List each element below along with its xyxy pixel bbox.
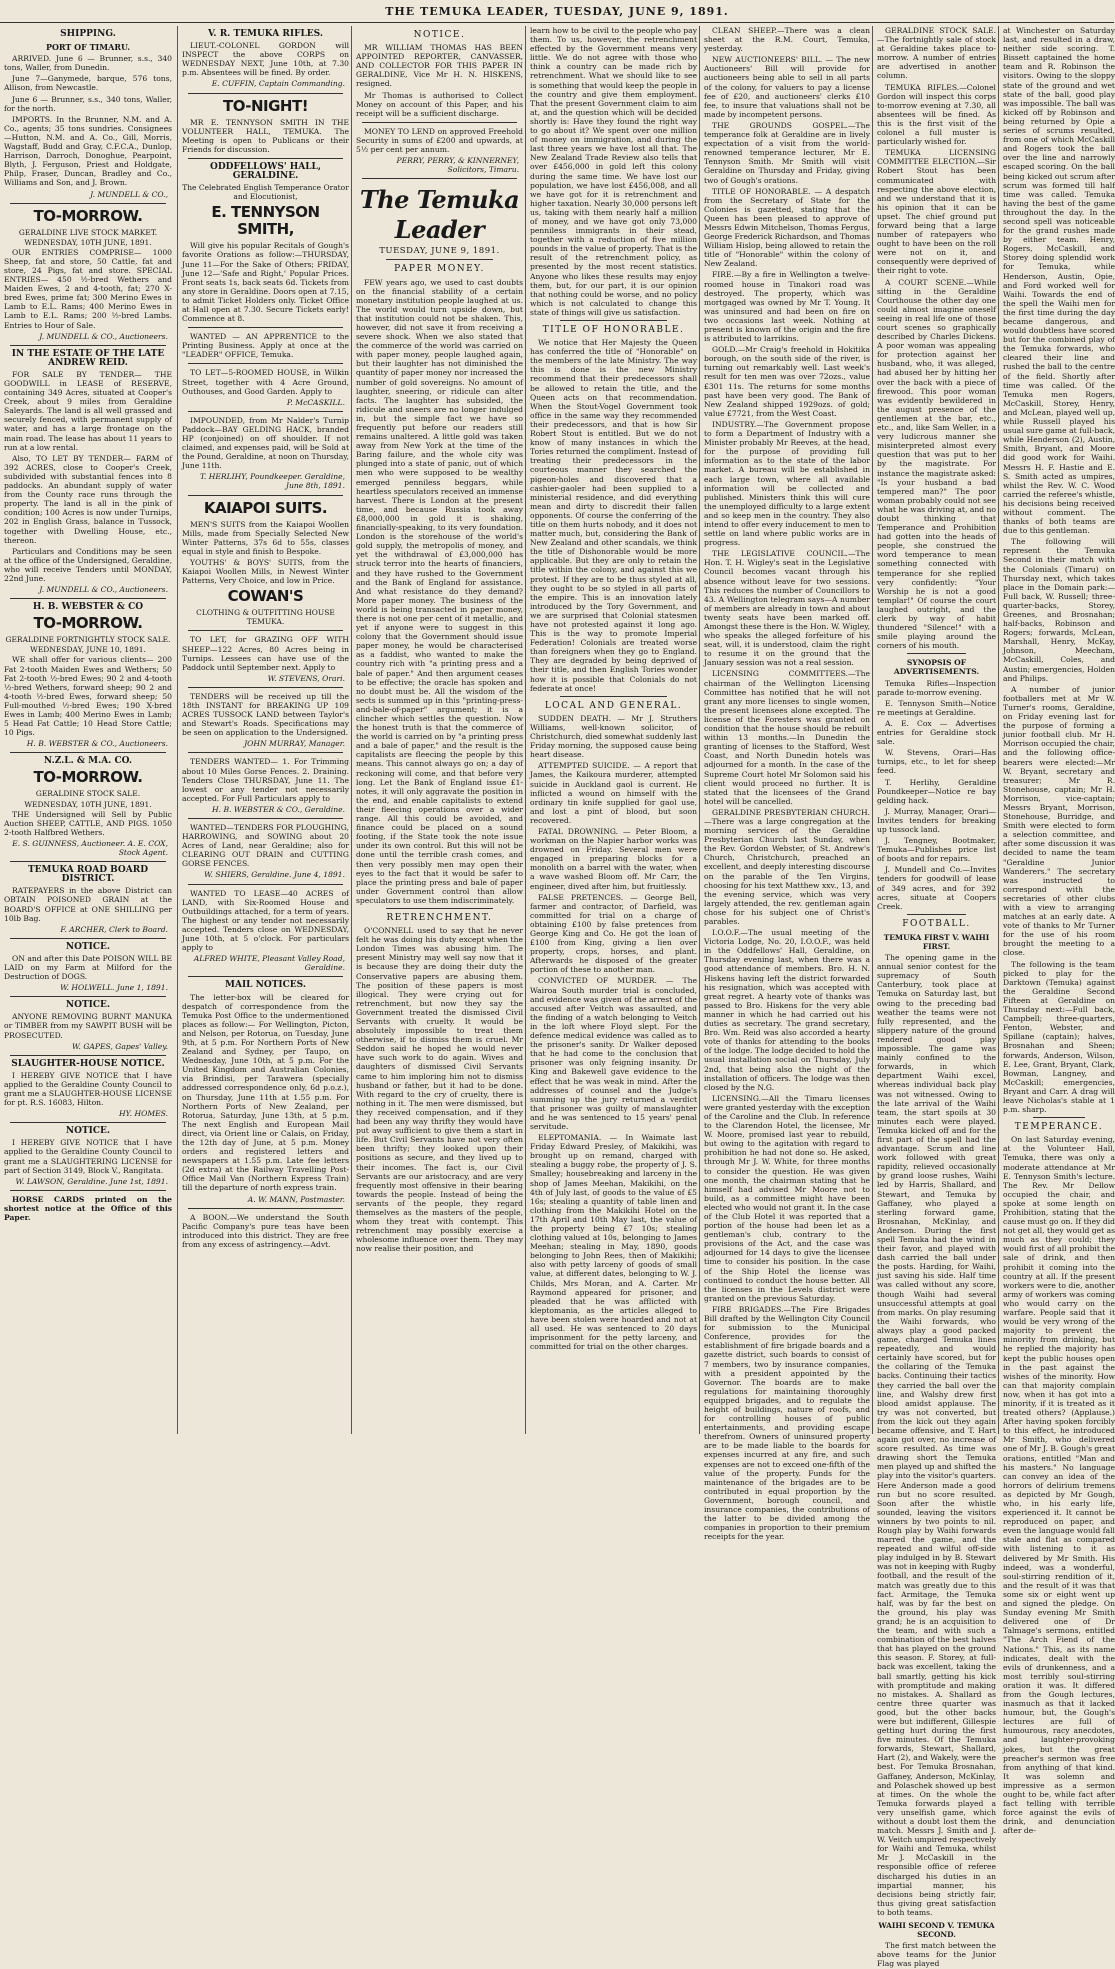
ad-heading: E. TENNYSON SMITH,: [211, 203, 320, 239]
match-heading: TEMUKA FIRST V. WAIHI FIRST.: [883, 932, 990, 951]
signature: H. B. WEBSTER & CO., Auctioneers.: [26, 739, 168, 749]
synopsis-item: J. Mundell and Co.—Invites tenders for goodwill of lease of 349 acres, and for 392 acres, situate at Coopers Creek.: [877, 865, 996, 911]
signature: W. LAWSON, Geraldine. June 1st, 1891.: [15, 1176, 168, 1186]
column-6a: [872, 26, 997, 1969]
temperance-report: On last Saturday evening, at the Volunteer Hall, Temuka, there was only a moderate attendance at Mr E. Tennyson Smith's lecture. The Rev. Mr Dellow occupied the chair, and spoke at some length on Prohibition, stating that the cause must go on. If they did not get all, they would get as much as they could; they would first of all prohibit the sale of drink, and then prohibit it coming into the country at all. If the present workers were to die, another army of workers was coming who would carry on the warfare. People said that it would be very wrong of the majority to prevent the minority from drinking, but he replied the majority has kept the public houses open in the past against the wishes of the minority. How can that majority complain now, when it has got into a minority, if it is treated as it treated others? (Applause.) After having spoken forcibly to this effect, he introduced Mr Smith, who delivered one of Mr J. B. Gough's great orations, entitled "Man and his masters." No language can convey an idea of the horrors of delirium tremens as depicted by Mr Gough, who, in his early life, experienced it. It cannot be reproduced on paper, and even the language would fall stale and flat as compared with listening to it as delivered by Mr Smith. His indeed, was a wonderful, soul-stirring rendition of it, and the result of it was that some six or eight went up and signed the pledge. On Sunday evening Mr Smith delivered one of Dr Talmage's sermons, entitled "The Arch Fiend of the Nations." This, as its name indicates, dealt with the evils of drunkenness, and a most terribly soul-stirring oration it was. It differed from the Gough lectures, inasmuch as that it lacked humour, but, the Gough's lectures are full of humourous, racy anecdotes, and laughter-provoking jokes, but the great preacher's sermon was free from anything of that kind. It was solemn and impressive as a sermon ought to be, while fact after fact telling with terrible force against the evils of drink, and denunciation after de-: [1003, 1135, 1115, 1836]
reporter-notice: MR WILLIAM THOMAS HAS BEEN APPOINTED REPORTER, CANVASSER, AND COLLECTOR FOR THIS PAPER IN GERALDINE, Vice Mr H. N. HISKENS, resigned.: [356, 43, 523, 89]
apprentice-ad: WANTED — AN APPRENTICE to the Printing Business. Apply at once at the "LEADER" OFFICE, Temuka.: [182, 332, 349, 360]
rifles-heading: V. R. TEMUKA RIFLES.: [208, 29, 323, 39]
local-item: SUDDEN DEATH. — Mr J. Struthers Williams, well-known solicitor, of Christchurch, died somewhat suddenly last Friday morning, the supposed cause being heart disease.: [530, 713, 697, 760]
local-item: CLEAN SHEEP.—There was a clean sheet at the R.M. Court, Temuka, yesterday.: [704, 26, 870, 54]
money-to-lend: MONEY TO LEND on approved Freehold Security in sums of £200 and upwards, at 5½ per cent per annum.: [356, 126, 523, 155]
article-retrenchment: O'CONNELL used to say that he never felt he was doing his duty except when the London Times was abusing him. The present Ministry may well say now that it is because they are doing their duty the Conservative papers are abusing them. The position of these papers is most illogical. They were crying out for retrenchment, but now they say the Government treated the dismissed Civil Servants with cruelty. It would be absolutely impossible to treat them otherwise, if to dismiss them is cruel. Mr Seddon said he hoped he would never have such work to do again. Wives and daughters of dismissed Civil Servants came to him imploring him not to dismiss husband or father, but it had to be done. With regard to the cry of cruelty, there is nothing in it. The men were dismissed, but they received compensation, and if they had been any way thrifty they would have put away sufficient to give them a start in life. But Civil Servants have not very often been thrifty; they looked upon their positions as secure, and they lived up to their incomes. The fact is, our Civil Servants are our aristocracy, and are very frequently most offensive in their bearing towards the people. Instead of being the servants of the people, they regard themselves as the masters of the people, whom they treat with contempt. This retrenchment may possibly exercise a wholesome influence over them. They may now realise their position, and: [356, 926, 523, 1254]
synopsis-item: J. Tengney, Bootmaker, Temuka—Publishes price list of boots and for repairs.: [877, 836, 996, 864]
rifles-text: LIEUT.-COLONEL GORDON will INSPECT the above CORPS on WEDNESDAY NEXT, June 10th, at 7.30 p.m. Absentees will be fined. By order.: [182, 41, 349, 78]
synopsis-item: J. Murray, Manager, Orari—Invites tenders for breaking up tussock land.: [877, 806, 996, 834]
mens-suits: MEN'S SUITS from the Kaiapoi Woollen Mills, made from Specially Selected New Winter Patterns, 37s 6d to 55s, classes equal in style and finish to Bespoke.: [182, 519, 349, 556]
local-item: FATAL DROWNING. — Peter Bloom, a workman on the Napier harbor works was drowned on Friday. Several men were engaged in preparing blocks for a monolith on a barrel with the water, when a wave washed Bloom off. Mr Carr, the engineer, dived after him, but fruitlessly.: [530, 826, 697, 891]
signature: J. MUNDELL & CO.,: [90, 189, 168, 199]
slaughter-heading: SLAUGHTER-HOUSE NOTICE.: [11, 1058, 165, 1069]
slaughter-text: I HEREBY GIVE NOTICE that I have applied to the Geraldine County Council to grant me a SLAUGHTER-HOUSE LICENSE for pt. R.S. 16083, Hilton.: [4, 1070, 172, 1108]
oddfellows-heading: ODDFELLOWS' HALL, GERALDINE.: [210, 161, 321, 182]
signature: PERRY, PERRY, & KINNERNEY, Solicitors, Timaru.: [396, 156, 519, 175]
temperance-heading: TEMPERANCE.: [1014, 1122, 1104, 1133]
signature: ALFRED WHITE, Pleasant Valley Road, Geraldine.: [193, 954, 345, 973]
column-5: [699, 26, 870, 1542]
estate-heading: IN THE ESTATE OF THE LATE ANDREW REID.: [11, 348, 165, 368]
junior-club: A number of junior footballers met at Mr W. Turner's rooms, Geraldine, on Friday evening last for the purpose of forming a junior football club. Mr H. Morrison occupied the chair, and the following office-bearers were elected:—Mr W. Bryant, secretary and treasurer; Mr R. Stonehouse, captain; Mr H. Morrison, vice-captain; Messrs Bryant, Morrison, Stonehouse, Burridge, and Smith were elected to form a selection committee, and after some discussion it was decided to name the team "Geraldine Junior Wanderers." The secretary was instructed to correspond with the secretaries of other clubs with a view to arranging matches at an early date. A vote of thanks to Mr Turner for the use of his room brought the meeting to a close.: [1003, 684, 1115, 958]
signature: A. W. MANN, Postmaster.: [247, 1194, 345, 1204]
signature: T. HERLIHY, Poundkeeper. Geraldine, June 8th, 1891.: [199, 472, 345, 491]
ad-date: WEDNESDAY, 10TH JUNE, 1891.: [24, 799, 152, 809]
arrival-1: ARRIVED. June 6 — Brunner, s.s., 340 tons, Waller, from Dunedin.: [4, 54, 172, 73]
article-heading: TITLE OF HONORABLE.: [542, 325, 685, 335]
signature: HY. HOMES.: [119, 1109, 168, 1119]
notice-heading: NOTICE.: [65, 1000, 111, 1011]
local-item: LICENSING.—All the Timaru licenses were granted yesterday with the exception of the Caroline and the Club. In reference to the Clarendon Hotel, the licensee, Mr W. Moore, promised last year to rebuild, but owing to the agitation with regard to prohibition he had not done so. He asked, through Mr J. W. White, for three months to consider the question. He was given one month, the chairman stating that he himself had advised Mr Moore not to build, as a committee might have been elected who would not grant it. In the case of the Club Hotel it was reported that a portion of the house had been let as a gentleman's club, contrary to the provisions of the Act, and the case was adjourned for 14 days to give the licensee time to consider his position. In the case of the Ship Hotel the license was continued to conduct the house better. All the licenses in the Levels district were granted on the previous Saturday.: [704, 1093, 870, 1303]
nzl-heading: N.Z.L. & M.A. CO.: [43, 756, 133, 767]
local-item: THE LEGISLATIVE COUNCIL.—The Hon. T. H. Wigley's seat in the Legislative Council becomes vacant through his absence without leave for two sessions. This reduces the number of Councillors to 43. A Wellington telegram says—A number of members are already in town and about twenty seats have been marked off. Amongst these there is the Hon. W. Wigley, who speaks the alleged forfeiture of his seat, will, it is understood, claim the right to resume it on the ground that the January session was not a real session.: [704, 549, 870, 668]
youths-suits: YOUTHS' & BOYS' SUITS, from the Kaiapoi Woollen Mills, in Newest Winter Patterns, Very Choice, and low in Price.: [182, 557, 349, 586]
signature: E. CUFFIN, Captain Commanding.: [211, 79, 345, 89]
signature: JOHN MURRAY, Manager.: [244, 739, 345, 749]
local-item: THE GROUNDS GOSPEL.—The temperance folk at Geraldine are in lively expectation of a visit from the world-renowned temperance lecturer, Mr E. Tennyson Smith. Mr Smith will visit Geraldine on Thursday and Friday, giving two of Gough's orations.: [704, 120, 870, 185]
local-item: FIRE BRIGADES.—The Fire Brigades Bill drafted by the Wellington City Council for submission to the Municipal Conference, provides for the establishment of fire brigade boards and a gazette district, such boards to consist of 7 members, two by insurance companies, with a president appointed by the Governor. The boards are to make regulations for maintaining thoroughly equipped brigades, and to regulate the height of buildings, nature of roofs, and for controlling houses of public entertainments, and providing escape therefrom. Owners of uninsured property are to be made liable to the boards for expenses incurred at any fire, and such expenses are not to exceed one-fifth of the value of the property. Funds for the maintenance of the brigades are to be contributed in equal proportion by the Government, borough council, and insurance companies, the contributions of the latter to be divided among the companies in proportion to their premium receipts for the year.: [704, 1304, 870, 1542]
ad-heading: KAIAPOI SUITS.: [203, 498, 328, 517]
estate-let: Also, TO LET BY TENDER— FARM of 392 ACRES, close to Cooper's Creek, subdivided with substantial fences into 8 paddocks. An abundant supply of water from the County race runs through the property. The land is all in the pink of condition; 100 Acres is now under Turnips, 202 in English Grass, balance in Tussock, together with Dwelling House, etc., thereon.: [4, 453, 172, 545]
article-retrenchment-cont: learn how to be civil to the people who pay them. To us, however, the retrenchment effected by the Government means very little. We do not agree with those who think a country can be made rich by retrenchment. What we should like to see is something that would keep the people in the country and give them employment. That the present Government claim to aim at, and the question which will be decided shortly is: Have they found the right way to go about it? We spent over one million of money on immigration, and during the last three years we have lost all that. The New Zealand Trade Review also tells that over £456,000 in gold left this colony during the same time. We have lost our population, we have lost £456,008, and all we have got for it is retrenchment and higher taxation. Nearly 30,000 persons left us, taking with them nearly half a million of money, and we have got only 73,000 penniless immigrants in their stead, together with a reduction of five million pounds in the value of property. That is the result of the retrenchment policy, as presented by the most recent statistics. Anyone who likes these results may enjoy them, but, for our part, it is our opinion that nothing could be worse, and no policy which is not calculated to change this state of things will give us satisfaction.: [530, 26, 697, 317]
synopsis-item: A. E. Cox — Advertises entries for Geraldine stock sale.: [877, 718, 996, 747]
lease-wanted: WANTED TO LEASE—40 ACRES of LAND, with Six-Roomed House and Outbuildings attached, for a term of years. The highest or any tender not necessarily accepted. Tenders close on WEDNESDAY, June 10th, at 5 o'clock. For particulars apply to: [182, 888, 349, 953]
match-report: The first match between the above teams for the Junior Flag was played: [877, 1941, 996, 1969]
shipping-heading: SHIPPING.: [60, 29, 116, 39]
column-3: [351, 26, 523, 1434]
ad-heading: TO-MORROW.: [33, 768, 143, 787]
notice-heading: NOTICE.: [65, 1126, 111, 1137]
masthead-title: THE TEMUKA LEADER, TUESDAY, JUNE 9, 1891.: [385, 5, 729, 18]
ad-date: WEDNESDAY, JUNE 10, 1891.: [30, 645, 146, 655]
port-heading: PORT OF TIMARU.: [45, 42, 131, 53]
mail-text: The letter-box will be cleared for despatch of correspondence from the Temuka Post Office to the undermentioned places as follow:— For Wellington, Picton, and Nelson, per Rotorua, on Tuesday, June 9th, at 5 p.m. For Northern Ports of New Zealand and Sydney, per Taupo, on Wednesday, June 10th, at 5 p.m. For the United Kingdom and Australian Colonies, via Brindisi, per Tarawera (specially addressed correspondence only, 6d p.o.z.), on Thursday, June 11th at 1.55 p.m. For Northern Ports of New Zealand, per Rotorua, Saturday, June 13th, at 5 p.m. The next English and European Mail direct, via Orient line or Calais, on Friday, the 12th day of June, at 5 p.m. Money orders and registered letters and newspapers at 1.55 p.m. Late fee letters (2d extra) at the Railway Travelling Post-Office Mail Van (Northern Express Train) till the departure of north express train.: [182, 992, 349, 1193]
signature: E. S. GUINNESS, Auctioneer. A. E. COX, Stock Agent.: [12, 838, 168, 858]
local-item: ATTEMPTED SUICIDE. — A report that James, the Kaikoura murderer, attempted suicide in Auckland gaol is current. He inflicted a wound on himself with the ordinary tin knife supplied for gaol use, and lost a pint of blood, but soon recovered.: [530, 761, 697, 825]
signature: H. B. WEBSTER & CO., Geraldine.: [212, 804, 345, 814]
departure-1: June 6 — Brunner, s.s., 340 tons, Waller, for the north.: [4, 94, 172, 113]
webster-heading: H. B. WEBSTER & CO: [32, 602, 144, 613]
synopsis-heading: SYNOPSIS OF ADVERTISEMENTS.: [893, 658, 980, 677]
impounded-text: IMPOUNDED, from Mr Nalder's Turnip Paddock—BAY GELDING HACK, branded HP (conjoined) on off shoulder. If not claimed, and expenses paid, will be Sold at the Pound, Geraldine, at noon on Thursday, June 11th.: [182, 415, 350, 471]
mail-heading: MAIL NOTICES.: [225, 980, 306, 991]
boon-ad: A BOON.—We understand the South Pacific Company's pure teas have been introduced into this district. They are free from any excess of astringency.—Advt.: [182, 1212, 349, 1249]
nzl-sale: THE Undersigned will Sell by Public Auction SHEEP, CATTLE, AND PIGS. 1050 2-tooth Halfbred Wethers.: [4, 809, 172, 837]
article-heading: PAPER MONEY.: [394, 264, 485, 275]
local-item: TEMUKA LICENSING COMMITTEE ELECTION.—Sir Robert Stout has been communicated with respecting the above election, and we understand that it is his opinion that it can be upset. The chief ground put forward being that a large number of ratepayers who ought to have been on the roll were not on it, and consequently were deprived of their right to vote.: [877, 148, 996, 276]
article-paper-money: FEW years ago, we used to cast doubts on the financial stability of a certain monetary institution people laughed at us. The world would turn upside down, but that institution could not be shaken. This, however, did not save it from receiving a severe shock. When we also stated that the commerce of the world was carried on with paper money, people laughed again, but their laughter has not diminished the quantity of paper money nor increased the number of gold sovereigns. No amount of laughter, sneering, or ridicule can alter facts. The laughter has subsided, the ridicule and sneers are no longer indulged in, but the simple fact we have so frequently put before our readers still remains unaltered. A little gold was taken away from New York at the time of the Baring failure, and the whole city was plunged into a state of panic, out of which men who were supposed to be wealthy emerged penniless beggars, while heartless speculators received an immense harvest. There is London at the present time, and because Russia took away £8,000,000 in gold it is shaking, financially-speaking, to its very foundation. London is the storehouse of the world's gold supply, the metropolis of money, and yet the withdrawal of £3,000,000 has struck terror into the hearts of financiers, and they have rushed to the Government and the Bank of England for assistance. And what resistance do they demand? More paper money. The business of the world is being transacted in paper money, there is not one per cent of it metallic, and yet if anyone were to suggest in this colony that the Government should issue paper money, he would be characterised as a faddist, who wanted to make the country rich with "a printing press and a bale of paper." And then argument ceases to be effective; the oracle has spoken and no doubt must be. All the wisdom of the sects is summed up in this "printing-press-and-bale-of-paper" argument; it is a clincher which settles the question. Now the honest truth is that the commerce of the world is carried on by "a printing press and a bale of paper," and the result is the capitalists are fleecing the people by this means. This cannot always go on; a day of reckoning will come, and that before very long. Let the Bank of England issue £1-notes, it will only aggravate the position in the end, and enable capitalists to extend their fleecing operations over a wider range. All this could be avoided, and finance could be placed on a sound footing, if the State took the note issue under its own control. But this will not be done until the terrible crash comes, and then very possibly men may open their eyes to the fact that it would be safer to place the printing press and bale of paper under Government control than allow speculators to use them indiscriminately.: [356, 277, 523, 905]
local-item: NEW AUCTIONEERS' BILL. — The new Auctioneers' Bill will provide for auctioneers being able to sell in all parts of the colony, for valuers to pay a license fee of £20, and auctioneers' clerks £10 fee, to insure that valuations shall not be made by incompetent persons.: [704, 55, 870, 119]
local-item: I.O.O.F.—The usual meeting of the Victoria Lodge, No. 20, I.O.O.F., was held in the Oddfellows' Hall, Geraldine, on Thursday evening last, when there was a good attendance of members. Bro. H. N. Hiskens having left the district forwarded his resignation, which was accepted with great regret. A hearty vote of thanks was passed to Bro. Hiskens for the very able manner in which he had carried out his duties as secretary. The grand secretary, Bro. Wm. Reid was also accorded a hearty vote of thanks for attending to the books of the lodge. The lodge decided to hold the usual installation social on Thursday, July 2nd, that being also the night of the installation of officers. The lodge was then closed by the N.G.: [704, 928, 870, 1092]
notice-poison: ON and after this Date POISON WILL BE LAID on my Farm at Milford for the Destruction of DOGS.: [4, 953, 172, 982]
signature: J. MUNDELL & CO., Auctioneers.: [39, 585, 168, 595]
match-report: The opening game in the annual senior contest for the supremacy of South Canterbury, took place at Temuka on Saturday last, but owing to the preceding bad weather the teams were not fully represented, and the slippery nature of the ground rendered good play impossible. The game was mainly confined to the forwards, in which department Waihi excel, whereas individual back play was not witnessed. Owing to the late arrival of the Waihi team, the start spoils at 30 minutes each were played. Temuka kicked off and for the first part of the spell had the advantage. Scrum and line work followed with great rapidity, relieved occasionally by grand loose rushes, Waihi led by Harris, Shallard, and Stewart, and Temuka by Gaffaney, who played a sterling forward game, Brosnahan, McKinlay, and Anderson. During the first spell Temuka had the wind in their favor, and played with dash carried the ball under the posts. Harding, for Waihi, just saving his side. Half time was called without any score, though Waihi had several unsuccessful attempts at goal from marks. On play resuming the Waihi forwards, who always play a good packed game, charged Temuka lines repeatedly, and would certainly have scored, but for the collaring of the Temuka backs. Continuing their tactics they carried the ball over the line, and Walshy drew first blood amidst applause. The try was not converted, but from the kick out they again became offensive, and T. Hart again got over, no increase of score resulted. As time was drawing short the Temuka men played up and shifted the play into the visitor's quarters. Here Anderson made a good run but no score resulted. Soon after the whistle sounded, leaving the visitors winners by two points to nil. Rough play by Waihi forwards marred the game, and the repeated and wilful off-side play indulged in by B. Stewart was not in keeping with Rugby football, and the result of the match was greatly due to this fact. Armitage, the Temuka half, was by far the best on the ground, his play was grand; he is an acquisition to the team, and with such a combination of the best halves that has played on the ground this season. F. Storey, at full-back was excellent, taking the ball smartly, getting his kick with promptitude and making no mistakes. A. Shallard as centre three quarter was good, but the other backs were but indifferent, Gillespie getting hurt during the first five minutes. Of the Temuka forwards, Stewart, Shallard, Hart (2), and Wakely, were the best. For Temuka Brosnahan, Gaffaney, Anderson, McKinlay, and Polaschek showed up best at times. On the whole the Temuka forwards played a very unselfish game, which without a doubt lost them the match. Messrs J. Smith and J. W. Veitch umpired respectively for Waihi and Temuka, whilst Mr J. McCaskill in the responsible office of referee discharged his duties in an impartial manner, his decisions being strictly fair, thus giving great satisfaction to both teams.: [877, 953, 997, 1917]
signature: W. HOLWELL. June 1, 1891.: [60, 983, 168, 993]
local-item: TITLE OF HONORABLE. — A despatch from the Secretary of State for the Colonies is gazetted, stating that the Queen has been pleased to approve of Messrs Edwin Mitchelson, Thomas Fergus, George Frederick Richardson, and Thomas William Hislop, being allowed to retain the title of "Honorable" within the colony of New Zealand.: [704, 186, 870, 269]
synopsis-item: W. Stevens, Orari—Has turnips, etc., to let for sheep feed.: [877, 748, 996, 776]
local-item: A COURT SCENE.—While sitting in the Geraldine Courthouse the other day one could almost imagine oneself seeing in real life one of those court scenes so graphically described by Charles Dickens. A poor woman was appealing for protection against her husband, who, it was alleged, had abused her by hitting her over the back with a piece of firewood. This poor woman was evidently bewildered in the august presence of the gentlemen at the bar, etc., etc., and, like Sam Weller, in a very ludicrous manner she misinterpreted almost every question that was put to her by the magistrate. For instance the magistrate asked: "Is your husband a bad tempered man?" The poor woman probably could not see what he was driving at, and no doubt thinking that Temperance and Prohibition had gotten into the heads of people, she construed the word temperance to mean something connected with temperance for she replied very confidently: "Your Worship he is not a good templar!" Of course the court laughed outright, and the clerk by way of habit thundered "Silence!" with a smile playing around the corners of his mouth.: [877, 277, 996, 651]
road-board-heading: TEMUKA ROAD BOARD DISTRICT.: [27, 865, 149, 885]
tenders-tussock: TENDERS will be received up till the 18th INSTANT for BREAKING UP 109 ACRES TUSSOCK LAND between Taylor's and Stewart's Roads. Specifications may be seen on application to the Undersigned.: [182, 691, 349, 738]
team-list: The following is the team picked to play for the Darktown (Temuka) against the Geraldine Second Fifteen at Geraldine on Thursday next:—Full back, Campbell; three-quarters, Fenton, Webster, and Spillane (captain); halves, Brosnahan and Sheen; forwards, Anderson, Wilson, E. Lee, Grant, Bryant, Clark, Bowman, Langney, and McCaskill; emergencies, Bryant and Carr. A drag will leave Nicholas's stable at 1 p.m. sharp.: [1003, 959, 1115, 1115]
ploughing-tenders: WANTED—TENDERS FOR PLOUGHING, HARROWING, and SOWING about 20 Acres of Land, near Geraldine; also for CLEARING OUT DRAIN and CUTTING GORSE FENCES.: [182, 823, 350, 869]
grazing-to-let: TO LET, for GRAZING OFF WITH SHEEP—122 Acres, 80 Acres being in Turnips. Lessees can have use of the Paddock until September next. Apply to: [182, 635, 349, 672]
webster-list: WE shall offer for various clients— 200 Fat 2-tooth Maiden Ewes and Wethers; 50 Fat 2-tooth ½-bred Ewes; 90 2 and 4-tooth ½-bred Wethers, forward sheep; 90 2 and 4-tooth ½-bred Ewes, forward sheep; 50 Full-mouthed ½-bred Ewes; 190 X-bred Ewes in Lamb; 400 Merino Ewes in Lamb; 5 Head Fat Cattle; 10 Head Store Cattle; 10 Pigs.: [4, 655, 172, 738]
local-item: ELEPTOMANIA. — In Waimate last Friday Edward Presley, of Makikihi, was brought up on remand, charged with stealing a buggy robe, the property of J. S. Smalley; housebreaking and larceny in the shop of James Meehan, Makikihi, on the 4th of July last, of goods to the value of £5 16s; stealing a quantity of table linen and clothing from the Makikihi Hotel on the 17th April and 10th May last, the value of the property being £7 10s; stealing clothing valued at 10s, belonging to James Meehan; stealing in May, 1890, goods belonging to John Rees, then of Makikihi; also with petty larceny of goods of small value, at different dates, belonging to W. J. Childs, Mrs Moran, and A. Carter. Mr Raymond appeared for prisoner, and pleaded that he was afflicted with kleptomania, as the articles alleged to have been stolen were hoarded and not at all used. He was sentenced to 20 days imprisonment for the petty larceny, and committed for trial on the other charges.: [530, 1133, 697, 1352]
column-4: [525, 26, 697, 1434]
estate-sale: FOR SALE BY TENDER— THE GOODWILL in LEASE of RESERVE, containing 349 Acres, situated at Cooper's Creek, about 9 miles from Geraldine Saleyards. The land is all well grassed and securely fenced, with permanent supply of water, and has a large frontage on the main road. The lease has about 11 years to run at a low rental.: [4, 369, 172, 452]
signature: W. GAPES, Gapes' Valley.: [72, 1041, 168, 1051]
team-list: The following will represent the Temuka Second in their match with the Colonials (Timaru) on Thursday next, which takes place in the Domain park:—Full back, W. Russell; three-quarter-backs, Storey, Greenes, and Brosnahan; half-backs, Robinson and Rogers; forwards, McLean, Marshall, Henry, McKay, Johnson, Meecham, McCaskill, Coles, and Austin; emergencies, Holden and Philips.: [1003, 537, 1115, 683]
column-6b: [998, 26, 1115, 1836]
ad-subheading: GERALDINE STOCK SALE.: [35, 789, 141, 799]
article-heading: RETRENCHMENT.: [386, 912, 493, 923]
ad-heading: COWAN'S: [227, 587, 304, 606]
signature: F. ARCHER, Clerk to Board.: [60, 924, 168, 934]
notice-heading: NOTICE.: [413, 30, 466, 40]
signature: P. McCASKILL.: [286, 397, 345, 407]
local-item: GERALDINE PRESBYTERIAN CHURCH.—There was a large congregation at the morning services of the Geraldine Presbyterian Church last Sunday, when the Rev. Gordon Webster, of St. Andrew's Church, Christchurch, preached an excellent, and deeply interesting discourse on the parable of the Ten Virgins, choosing for his text Matthew xxv., 13, and the evening service, which was very largely attended, the rev. gentleman again chose for his subject one of Christ's parables.: [704, 807, 870, 926]
signature: J. MUNDELL & CO., Auctioneers.: [39, 331, 168, 341]
house-to-let: TO LET—5-ROOMED HOUSE, in Wilkin Street, together with 4 Acre Ground, Outhouses, and Good Garden. Apply to: [182, 368, 349, 396]
horse-cards-ad: HORSE CARDS printed on the shortest notice at the Office of this Paper.: [4, 1194, 172, 1223]
signature: W. STEVENS, Orari.: [267, 673, 345, 683]
match-heading: WAIHI SECOND V. TEMUKA SECOND.: [878, 1921, 995, 1940]
notice-manuka: ANYONE REMOVING BURNT MANUKA or TIMBER from my SAWPIT BUSH will be PROSECUTED.: [4, 1012, 172, 1040]
local-item: INDUSTRY.—The Government propose to form a Department of Industry with a Minister probably Mr Reeves, at the head, for the purpose of providing full information as to the state of the labor market. A bureau will be established in each large town, where all available information will be collected and published. Ministers think this will cure the unemployed difficulty to a large extent and so keep men in the country. They also intend to offer every inducement to men to settle on land where public works are in progress.: [704, 419, 870, 548]
ad-heading: TO-MORROW.: [33, 206, 143, 225]
ad-subheading: GERALDINE FORTNIGHTLY STOCK SALE.: [5, 635, 171, 645]
synopsis-item: E. Tennyson Smith—Notice re meetings at Geraldine.: [877, 698, 996, 717]
newspaper-date: TUESDAY, JUNE 9, 1891.: [379, 246, 500, 257]
newspaper-title: The Temuka Leader: [359, 185, 520, 245]
entries: OUR ENTRIES COMPRISE— 1000 Sheep, fat and store, 50 Cattle, fat and store, 24 Pigs, fat and store. SPECIAL ENTRIES— 450 ½-bred Wethers and Maiden Ewes, 2 and 4-tooth, fat; 270 X-bred Ewes, prime fat; 300 Merino Ewes in Lamb to E.L. Rams; 400 Merino Ewes in Lamb to E.L. Rams; 200 ½-bred Lambs. Entries to Hour of Sale.: [4, 247, 172, 330]
estate-particulars: Particulars and Conditions may be seen at the office of the Undersigned, Geraldine, who will receive Tenders until MONDAY, 22nd June.: [4, 546, 172, 583]
local-item: TEMUKA RIFLES.—Colonel Gordon will inspect this corps to-morrow evening at 7.30, all absentees will be fined. As this is the first visit of the colonel a full muster is particularly wished for.: [877, 82, 996, 147]
local-item: FIRE.—By a fire in Wellington a twelve-roomed house in Tinakori road was destroyed. The property, which was mortgaged was owned by Mr T. Young. It was uninsured and had been on fire on two occasions last week. Nothing at present is known of the origin and the fire is attributed to larrikins.: [704, 270, 870, 344]
ad-subheading: CLOTHING & OUTFITTING HOUSE TEMUKA.: [196, 608, 335, 627]
article-title-honorable: We notice that Her Majesty the Queen has conferred the title of "Honorable" on the members of the late Ministry. The way this is done is the new Ministry recommend that their predecessors shall be allowed to retain the title, and the Queen acts on that recommendation. When the Stout-Vogel Government took office in the same way they recommended their predecessors, and that is how Sir Robert Stout is entitled. But we do not know of many instances in which the Tories returned the compliment. Instead of treating their predecessors in the courteous manner they searched the pigeon-holes and discovered that a cashier-gaoler had been supplied to a ministerial residence, and did everything mean and dirty to discredit their fallen opponents. Of course the conferring of the title on them hurts nobody, and it does not matter much, but, considering the Bank of New Zealand and other scandals, we think the title of Dishonorable would be more applicable. But they are only to retain the title within the colony, and against this we protest. If they are to be thus styled at all, they ought to be so styled in all parts of the empire. This is an innovation lately introduced by the Tory Government, and we are surprised that Colonial statesmen have not protested against it long ago. This is the way to promote Imperial Federation! Colonials are treated worse than foreigners when they go to England. They are degraded by being deprived of their title, and then English Tories wonder how it is possible that Colonials do not federate at once!: [530, 338, 697, 693]
signature: W. SHIERS, Geraldine. June 4, 1891.: [204, 870, 345, 880]
local-item: CONVICTED OF MURDER. — The Wairoa South murder trial is concluded, and evidence was given of the arrest of the accused after Veitch was assaulted, and the finding of a watch belonging to Veitch in the loft where Floyd slept. For the defence medical evidence was called as to the prisoner's sanity. Dr Walker deposed that he had come to the conclusion that prisoner was only feigning insanity. Dr King and Bakewell gave evidence to the effect that he was weak in mind. After the addresses of counsel and the Judge's summing up the jury returned a verdict that prisoner was guilty of manslaughter and he was sentenced to 15 years' penal servitude.: [530, 976, 697, 1131]
notice-slaughtering: I HEREBY GIVE NOTICE that I have applied to the Geraldine County Council to grant me a SLAUGHTERING LICENSE for part of Section 3149, Block V., Rangitata.: [4, 1138, 172, 1175]
local-item: LICENSING COMMITTEES.—The chairman of the Wellington Licensing Committee has notified that he will not grant any more licenses to single women, the present licensees alone excepted. The license of the Foresters was granted on condition that the house should be rebuilt within 13 months.—In Dunedin the granting of licenses to the Stafford, West Coast, and North Dunedin hotels was adjourned for a month. In the case of the Supreme Court hotel Mr Solomon said his client would proceed no further. It is stated that the licensees of the Grand hotel will be cancelled.: [704, 669, 870, 806]
ad-date: WEDNESDAY, 10TH JUNE, 1891.: [24, 237, 152, 247]
tenders-wanted: TENDERS WANTED— 1. For Trimming about 10 Miles Gorse Fences. 2. Draining. Tenders Close THURSDAY, June 11. The lowest or any tender not necessarily accepted. For Full Particulars apply to: [182, 757, 349, 803]
synopsis-item: Temuka Rifles—Inspection parade to-morrow evening.: [877, 678, 996, 697]
ad-heading: TO-MORROW.: [33, 614, 143, 633]
road-board-text: RATEPAYERS in the above District can OBTAIN POISONED GRAIN at the BOARD'S OFFICE at ONE SHILLING per 10lb Bag.: [4, 886, 172, 923]
tonight-text: MR E. TENNYSON SMITH IN THE VOLUNTEER HALL, TEMUKA. The Meeting is open to Publicans or their Friends for discussion.: [182, 117, 349, 154]
local-item: FALSE PRETENCES. — George Bell, farmer and contractor, of Darfield, was committed for trial on a charge of obtaining £100 by false pretences from George King and Co. He got the loan of £100 from King, giving a lien over property, crops, horses, and plant. Afterwards he disposed of the greater portion of these to another man.: [530, 892, 697, 975]
masthead: [0, 0, 1114, 23]
recitals-text: Will give his popular Recitals of Gough's favorite Orations as follow:—THURSDAY, June 11—For the Sake of Others; FRIDAY, June 12—'Safe and Right,' Popular Prices. Front seats 1s, back seats 6d. Tickets from any store in Geraldine. Doors open at 7.15, to admit Ticket Holders only. Ticket Office at Hall open at 7.30. Secure Tickets early! Commence at 8.: [182, 241, 349, 324]
local-item: GERALDINE STOCK SALE.—The fortnightly sale of stock at Geraldine takes place to-morrow. A number of entries are advertised in another column.: [877, 26, 996, 81]
notice-heading: NOTICE.: [65, 941, 111, 952]
ad-subheading: The Celebrated English Temperance Orator and Elocutionist,: [182, 183, 349, 202]
football-heading: FOOTBALL.: [902, 918, 971, 929]
column-1: [4, 26, 172, 1434]
receipt-notice: Mr Thomas is authorised to Collect Money on account of this Paper, and his receipt will be a sufficient discharge.: [356, 90, 523, 118]
local-item: GOLD.—Mr Craig's freehold in Hokitika borough, on the south side of the river, is turning out remarkably well. Last week's result for ten men was over 72ozs., value £301 11s. The returns for some months past have been very good. The Bank of New Zealand shipped 1929ozs. of gold; value £7721, from the West Coast.: [704, 345, 870, 418]
ad-subheading: GERALDINE LIVE STOCK MARKET.: [18, 227, 158, 237]
match-report-cont: at Winchester on Saturday last, and resulted in a draw, neither side scoring. T. Bissett captained the home team and R. Robinson the visitors. Owing to the sloppy state of the ground and wet state of the ball, good play was impossible. The ball was kicked off by Robinson and being returned by Opie a series of scrums resulted, from one of which McCaskill and Rogers took the ball over the line and narrowly escaped scoring. On the ball being kicked out scrum after scrum was formed till half time was called. Temuka having the best of the game throughout the day. In the second spell was noticeable for the grand rushes made by either team. Henry, Rogers, McCaskill, and Storey doing splendid work for Temuka, while Henderson, Austin, Opie, and Ford worked well for Waihi. Towards the end of the spell the Waihi men for the first time during the day became dangerous, and would doubtless have scored but for the combined play of the Temuka forwards, who cleared their line and rushed the ball to the centre of the field. Shortly after time was called. Of the Temuka men Rogers, McCaskill, Storey, Henry, and McLean, played well up, while Russell played his usual sure game at full-back, while Henderson (2), Austin, Smith, Bryant, and Moore did good work for Waihi. Messrs H. F. Hastie and E. S. Smith acted as umpires, whilst the Rev. W. C. Wood carried the referee's whistle, his decisions being received without comment. The thanks of both teams are due to this gentleman.: [1003, 26, 1115, 536]
ad-heading: TO-NIGHT!: [222, 96, 309, 115]
column-2: [177, 26, 349, 1434]
arrival-2: June 7—Ganymede, barque, 576 tons, Allison, from Newcastle.: [4, 74, 172, 93]
imports: IMPORTS. In the Brunner, N.M. and A. Co., agents; 35 tons sundries. Consignees—Hutton, N.M. and A. Co., Gill, Morris, Wagstaff, Budd and Gray, C.F.C.A., Dunlop, Harrison, Darroch, Donoghue, Pearpoint, Blyth, J. Ferguson, Priest and Holdgate, Philp, Fraser, Duncan, Bradley and Co., Williams and Son, and J. Brown.: [4, 114, 172, 188]
local-heading: LOCAL AND GENERAL.: [544, 700, 683, 711]
synopsis-item: T. Herlihy, Geraldine Poundkeeper—Notice re bay gelding hack.: [877, 777, 996, 805]
